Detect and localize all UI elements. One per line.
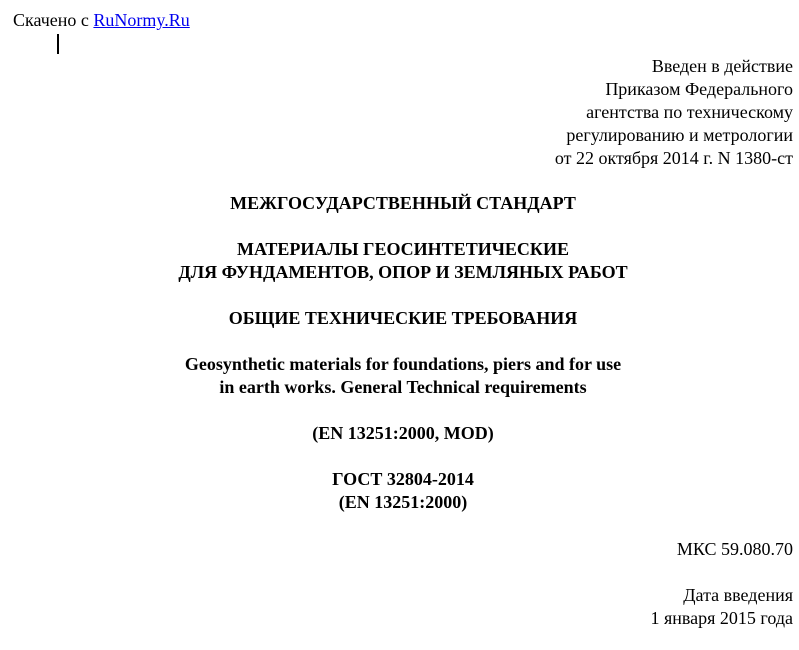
source-prefix: Скачено с (13, 10, 94, 30)
title-en-line: Geosynthetic materials for foundations, piers and for use (184, 354, 622, 374)
text-cursor (57, 34, 59, 54)
standard-designation (0, 468, 799, 514)
decree-line: агентства по техническому (586, 102, 793, 122)
decree-block (555, 55, 793, 170)
decree-line: регулированию и метрологии (566, 125, 793, 145)
introduction-date: 1 января 2015 года (650, 608, 793, 628)
standard-type: МЕЖГОСУДАРСТВЕННЫЙ СТАНДАРТ (230, 193, 576, 213)
modification-degree: (EN 13251:2000, MOD) (312, 423, 494, 443)
mks-code: МКС 59.080.70 (676, 539, 793, 559)
decree-line: Введен в действие (651, 56, 793, 76)
title-ru-line: ДЛЯ ФУНДАМЕНТОВ, ОПОР И ЗЕМЛЯНЫХ РАБОТ (178, 262, 628, 282)
subtitle-ru: ОБЩИЕ ТЕХНИЧЕСКИЕ ТРЕБОВАНИЯ (228, 308, 578, 328)
title-ru (0, 238, 799, 284)
decree-line: от 22 октября 2014 г. N 1380-ст (554, 148, 793, 168)
designation-line: (EN 13251:2000) (338, 492, 468, 512)
introduction-label: Дата введения (683, 585, 793, 605)
introduction-date-block (650, 584, 793, 630)
decree-line: Приказом Федерального (605, 79, 793, 99)
title-en-line: in earth works. General Technical requirements (219, 377, 587, 397)
source-link[interactable]: RuNormy.Ru (93, 10, 190, 30)
title-en (0, 353, 799, 399)
designation-line: ГОСТ 32804-2014 (332, 469, 474, 489)
source-line (13, 9, 190, 31)
title-ru-line: МАТЕРИАЛЫ ГЕОСИНТЕТИЧЕСКИЕ (237, 239, 569, 259)
